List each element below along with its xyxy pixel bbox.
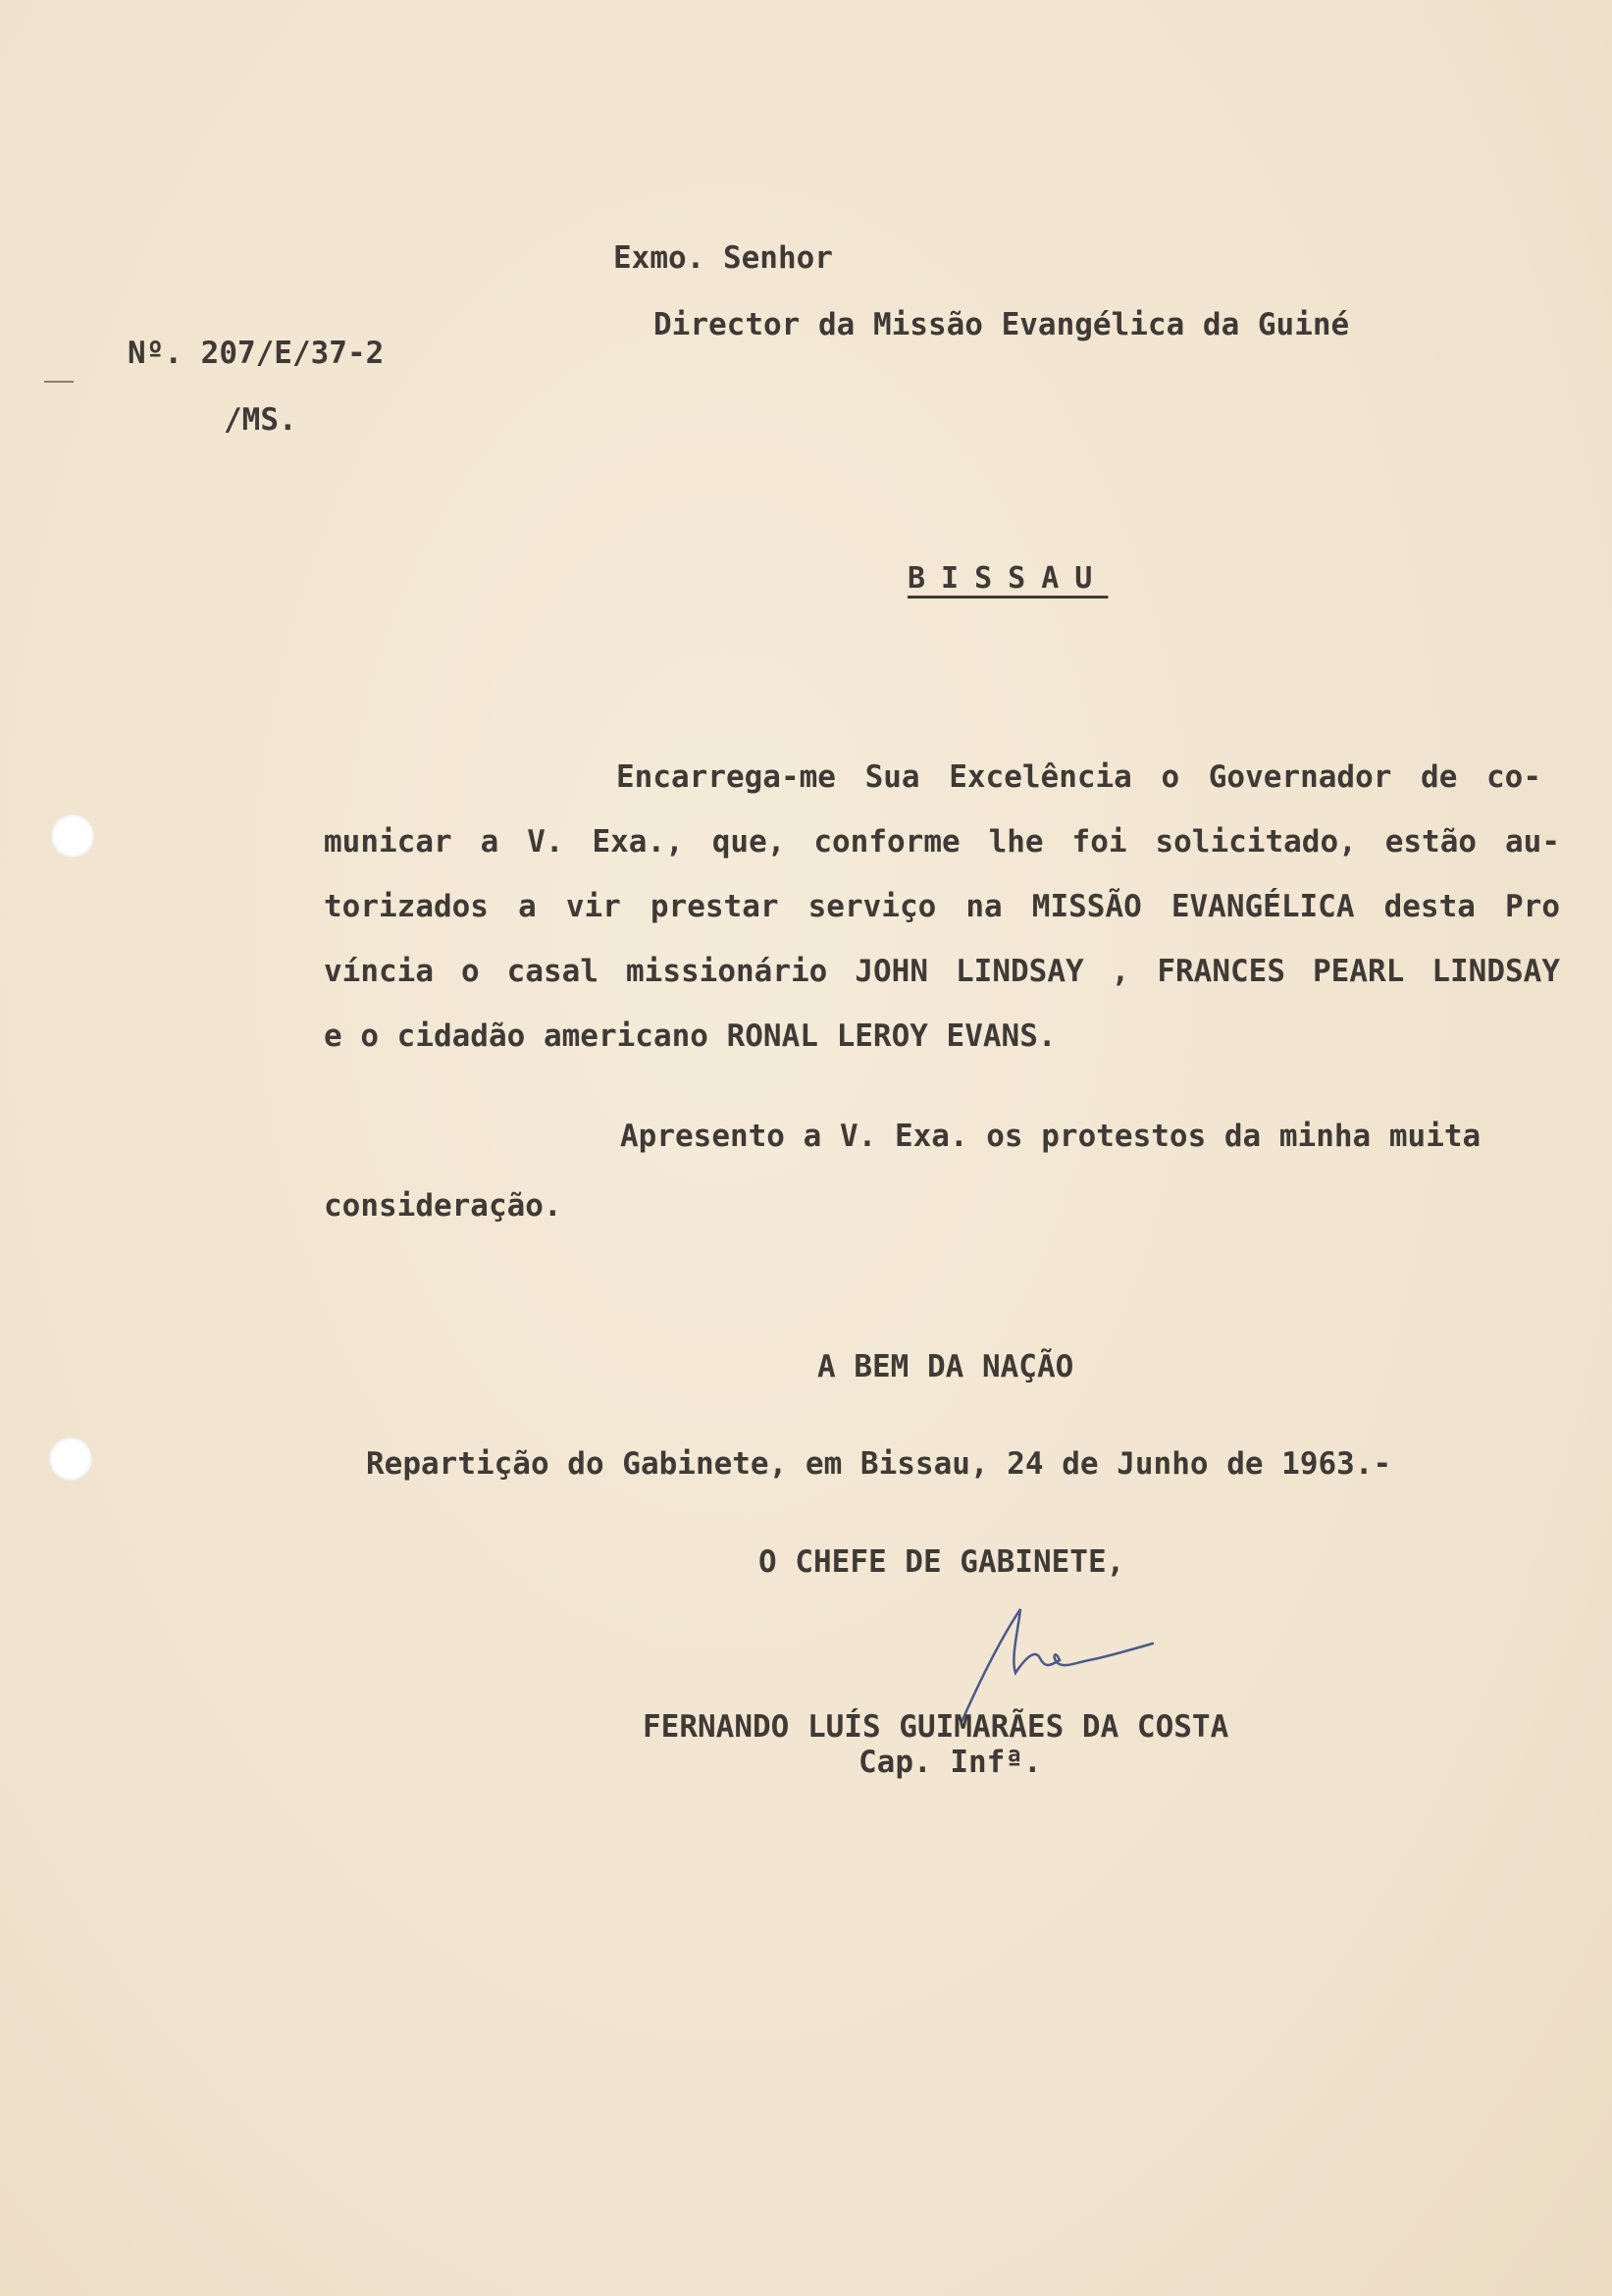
margin-mark <box>44 381 74 383</box>
closing-line-1: Apresento a V. Exa. os protestos da minha muita <box>620 1119 1482 1154</box>
body-line-3: torizados a vir prestar serviço na MISSÃO EVANGÉLICA desta Pro <box>324 889 1560 924</box>
punch-hole-bottom <box>49 1437 92 1481</box>
signature <box>942 1590 1177 1727</box>
signatory-title: O CHEFE DE GABINETE, <box>758 1544 1125 1580</box>
salutation: Exmo. Senhor <box>613 240 833 276</box>
recipient: Director da Missão Evangélica da Guiné <box>653 307 1350 342</box>
body-line-5: e o cidadão americano RONAL LEROY EVANS. <box>324 1018 1057 1054</box>
reference-number: Nº. 207/E/37-2 <box>128 336 385 371</box>
punch-hole-top <box>51 814 94 858</box>
signatory-name: FERNANDO LUÍS GUIMARÃES DA COSTA <box>643 1709 1229 1745</box>
body-line-4: víncia o casal missionário JOHN LINDSAY , FRANCES PEARL LINDSAY <box>324 954 1560 989</box>
signatory-rank: Cap. Infª. <box>858 1745 1042 1780</box>
body-line-1: Encarrega-me Sua Excelência o Governador de co- <box>616 759 1541 795</box>
reference-suffix: /MS. <box>224 402 297 438</box>
closing-line-2: consideração. <box>324 1188 562 1224</box>
city-heading: BISSAU <box>908 561 1109 596</box>
place-date: Repartição do Gabinete, em Bissau, 24 de Junho de 1963.- <box>366 1446 1392 1482</box>
body-line-2: municar a V. Exa., que, conforme lhe foi solicitado, estão au- <box>324 824 1560 860</box>
motto: A BEM DA NAÇÃO <box>817 1349 1074 1384</box>
